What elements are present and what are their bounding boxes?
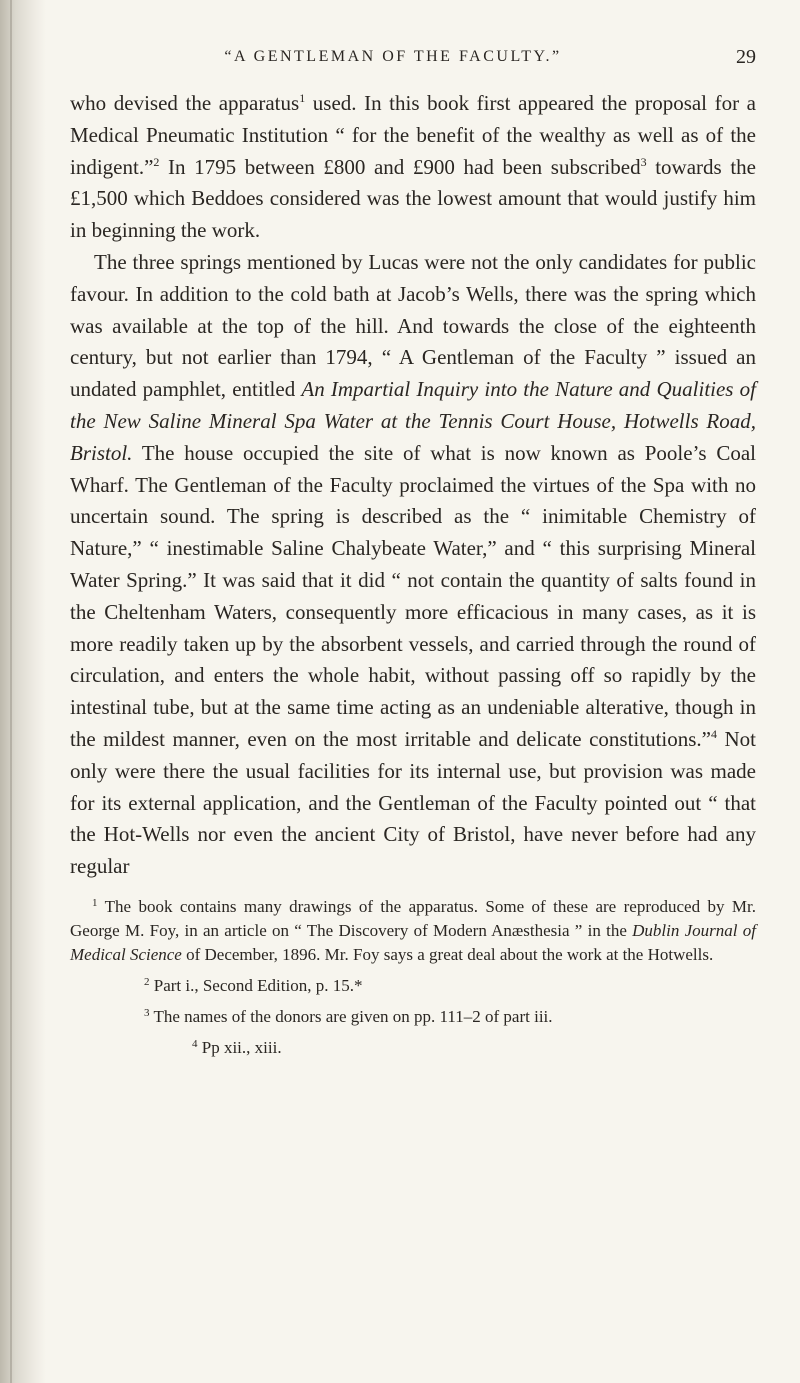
journal-title: Dublin Journal of Medical Science [70,920,756,964]
footnote-text: Part i., Second Edition, p. 15.* [149,975,363,995]
footnote-mark: 4 [192,1037,198,1050]
binding-edge [10,0,12,1383]
binding-shadow [0,0,46,1383]
footnote-mark: 1 [92,896,98,909]
footnote-text: of December, 1896. Mr. Foy says a great deal about the work at the Hotwells. [181,944,714,964]
footnote-ref-4: 4 [711,726,717,741]
paragraph-1 [70,88,756,247]
text-run: Not only were there the usual facilities for its internal use, but provision was made for its external application, and the Gentleman of the Faculty pointed out “ that the Hot-Wells nor even the ancient City of Bristol, have never before had any regular [70,726,756,879]
footnote-2 [70,974,756,998]
footnote-ref-3: 3 [640,154,647,169]
footnotes [70,895,756,1060]
text-run: towards the £1,500 which Beddoes considered was the lowest amount that would justify him in beginning the work. [70,154,756,243]
footnote-mark: 2 [144,975,150,988]
footnote-ref-2: 2 [153,154,160,169]
footnote-3 [70,1005,756,1029]
running-title: “A GENTLEMAN OF THE FACULTY.” [224,48,562,65]
footnote-4 [70,1036,756,1060]
footnote-text: The names of the donors are given on pp. 111–2 of part iii. [149,1006,553,1026]
pamphlet-title: An Impartial Inquiry into the Nature and Qualities of the New Saline Mineral Spa Water at the Tennis Court House, Hotwells Road, Bristol. [70,377,756,465]
text-run: The house occupied the site of what is now known as Poole’s Coal Wharf. The Gentleman of the Faculty proclaimed the virtues of the Spa with no uncertain sound. The spring is described as the “ inimitable Chemistry of Nature,” “ inestimable Saline Chalybeate Water,” and “ this surprising Mineral Water Spring.” It was said that it did “ not contain the quantity of salts found in the Cheltenham Waters, consequently more efficacious in many cases, as it is more readily taken up by the absorbent vessels, and carried through the round of circulation, and enters the whole habit, without passing off so rapidly by the intestinal tube, but at the same time acting as an undeniable alterative, though in the mildest manner, even on the most irritable and delicate constitutions.” [70,440,756,751]
text-run: who devised the apparatus [70,91,300,115]
body-text [70,88,756,883]
footnote-mark: 3 [144,1006,150,1019]
book-page [70,44,756,1067]
text-run: The three springs mentioned by Lucas were not the only candidates for public favour. In addition to the cold bath at Jacob’s Wells, there was the spring which was available at the top of the hill. And towards the close of the eighteenth century, but not earlier than 1794, “ A Gentleman of the Faculty ” issued an undated pamphlet, entitled [70,249,756,402]
text-run: used. In this book first appeared the proposal for a Medical Pneumatic Institution “ for the benefit of the wealthy as well as of the indigent.” [70,91,756,179]
footnote-text: The book contains many drawings of the apparatus. Some of these are reproduced by Mr. George M. Foy, in an article on “ The Discovery of Modern Anæsthesia ” in the [70,896,756,940]
footnote-text: Pp xii., xiii. [197,1037,282,1057]
text-run: In 1795 between £800 and £900 had been subscribed [159,154,641,179]
footnote-1 [70,895,756,967]
running-head [70,44,756,74]
page-number: 29 [736,46,756,68]
paragraph-2 [70,247,756,883]
footnote-ref-1: 1 [299,91,306,105]
